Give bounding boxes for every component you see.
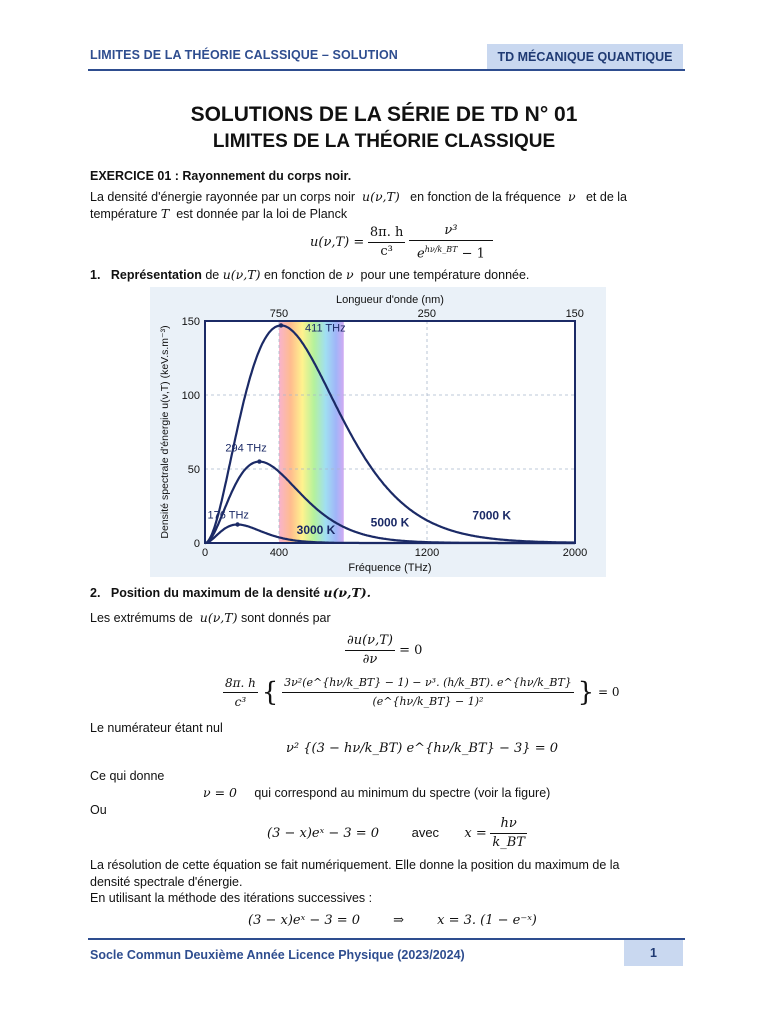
q1-number: 1. [90,268,101,282]
peak-marker-5000k [257,459,261,463]
equation-iteration [248,912,537,930]
planck-den2-tail: − 1 [461,246,485,262]
intro-T: T [160,206,170,221]
q2-bold: Position du maximum de la densité [110,586,320,600]
planck-equation [310,222,493,263]
eq1-rhs: = 0 [399,643,423,658]
header-right: TD MÉCANIQUE QUANTIQUE [487,44,683,70]
y-tick-label: 100 [181,390,200,402]
peak-label-7000k: 411 THz [305,322,346,335]
eq5: (3 − x)eˣ − 3 = 0 [267,825,380,841]
eq4: ν = 0 [203,785,237,800]
equation-derivative [345,632,422,669]
page-number: 1 [624,940,683,966]
top-tick-label: 250 [417,308,437,320]
q2-line3: Ce qui donne [90,769,165,783]
eq5-num: hν [490,815,527,834]
eq6-b: x = 3. (1 − e⁻ˣ) [437,913,537,928]
peak-marker-7000k [279,323,283,327]
planck-chart [150,287,606,577]
q2-number: 2. [90,586,101,600]
plot-area [205,321,575,543]
q1-nu: ν [345,267,354,282]
top-axis-title: Longueur d'onde (nm) [336,294,444,306]
q2-line1-u: u(ν,T) [199,610,238,625]
q2-para1: La résolution de cette équation se fait numériquement. Elle donne la position du maximum de la [90,858,620,872]
equation-nu-zero [203,784,550,802]
q1-text-a: de [205,268,220,282]
exercise-intro-line1 [90,188,680,206]
planck-frac2 [409,222,493,263]
x-tick-label: 400 [269,547,289,559]
eq6-arrow: ⇒ [393,913,405,928]
planck-lhs: u(ν,T) = [310,235,365,251]
q2-line2: Le numérateur étant nul [90,721,223,735]
x-tick-label: 0 [201,547,209,559]
intro-text-2: en fonction de la fréquence [410,190,561,204]
planck-den1: c³ [380,244,393,260]
eq5-den: k_BT [492,835,525,850]
header-divider [88,69,685,71]
page-subtitle: LIMITES DE LA THÉORIE CLASSIQUE [212,131,556,152]
intro-text-3: et de la [585,190,627,204]
eq2-num: 3ν²(e^{hν/k_BT} − 1) − ν³. (h/k_BT). e^{hν/k_BT} [282,674,574,693]
q2-para2: densité spectrale d'énergie. [90,875,243,889]
eq2-den: (e^{hν/k_BT} − 1)² [372,695,484,708]
q1-bold: Représentation [110,268,202,282]
q1-text-b: en fonction de [263,268,343,282]
exercise-name: Rayonnement du corps noir. [182,169,352,183]
series-label-3000k: 3000 K [296,523,336,538]
eq5-mid: avec [411,824,440,840]
q1-u: u(ν,T) [222,267,261,282]
y-tick-label: 0 [193,538,200,550]
exercise-heading [90,167,351,185]
equation-x [267,815,527,852]
exercise-intro-line2 [90,205,347,223]
eq2-pre-num: 8π. h [223,674,258,693]
eq5-x: x = [464,825,487,841]
q2-para3: En utilisant la méthode des itérations successives : [90,891,373,905]
eq1-num: ∂u(ν,T) [345,632,395,651]
question-2 [90,584,371,602]
planck-num2: ν³ [409,222,493,241]
header-left: LIMITES DE LA THÉORIE CALSSIQUE – SOLUTION [90,48,398,62]
peak-label-5000k: 294 THz [225,442,267,455]
y-tick-label: 50 [187,464,200,476]
q2-line4: Ou [90,803,107,817]
question-1 [90,266,529,284]
q2-line1-a: Les extrémums de [90,611,193,625]
intro-nu: ν [567,189,576,204]
x-tick-label: 2000 [562,547,588,559]
q2-u: u(ν,T). [323,585,372,600]
equation-expanded: $\frac{8\pi. h}{\text{c³}}$ { $\frac{\text{3ν²(e\textasciicircum{}\{hν/k\_BT\} − 1) − ν³. (h/k\_BT). e\textasciicircum{}\{hν/k\_BT\}}}{\text{(e\textasciicircum{}\{hν/k\_BT\} − 1)²}}$ } = 0 [225,676,620,709]
q2-line1-b: sont donnés par [240,611,331,625]
page-title: SOLUTIONS DE LA SÉRIE DE TD N° 01 [190,103,578,126]
top-tick-label: 150 [565,308,584,320]
peak-label-3000k: 176 THz [207,509,249,522]
series-label-5000k: 5000 K [370,515,410,530]
eq2-pre-den: c³ [234,695,247,709]
planck-den2-exp: hν/k_BT [424,245,458,254]
planck-chart-svg [150,287,606,577]
q2-line1 [90,609,331,627]
y-tick-label: 150 [181,316,200,328]
intro-text-1: La densité d'énergie rayonnée par un corps noir [90,190,356,204]
y-axis-title: Densité spectrale d'énergie u(ν,T) (keV.s.m⁻³) [159,325,171,539]
visible-spectrum-band [279,321,344,543]
q1-text-c: pour une température donnée. [360,268,530,282]
planck-den2: e [416,246,425,262]
planck-frac1 [368,224,405,261]
footer-text: Socle Commun Deuxième Année Licence Physique (2023/2024) [90,948,465,962]
intro-text-4: température [90,207,158,221]
x-axis-title: Fréquence (THz) [348,562,432,574]
eq4-text: qui correspond au minimum du spectre (voir la figure) [254,786,551,800]
peak-marker-3000k [235,522,239,526]
x-tick-label: 1200 [414,547,440,559]
planck-num1: 8π. h [368,224,405,243]
intro-text-5: est donnée par la loi de Planck [176,207,348,221]
eq6-a: (3 − x)eˣ − 3 = 0 [248,913,361,928]
series-label-7000k: 7000 K [472,508,512,523]
exercise-label: EXERCICE 01 : [90,169,179,183]
eq1-den: ∂ν [362,652,378,667]
footer-divider [88,938,685,940]
intro-u: u(ν,T) [362,189,400,204]
eq2-rhs: = 0 [598,685,620,699]
equation-numerator: ν² {(3 − hν/k_BT) e^{hν/k_BT} − 3} = 0 [286,741,558,756]
top-tick-label: 750 [269,308,289,320]
